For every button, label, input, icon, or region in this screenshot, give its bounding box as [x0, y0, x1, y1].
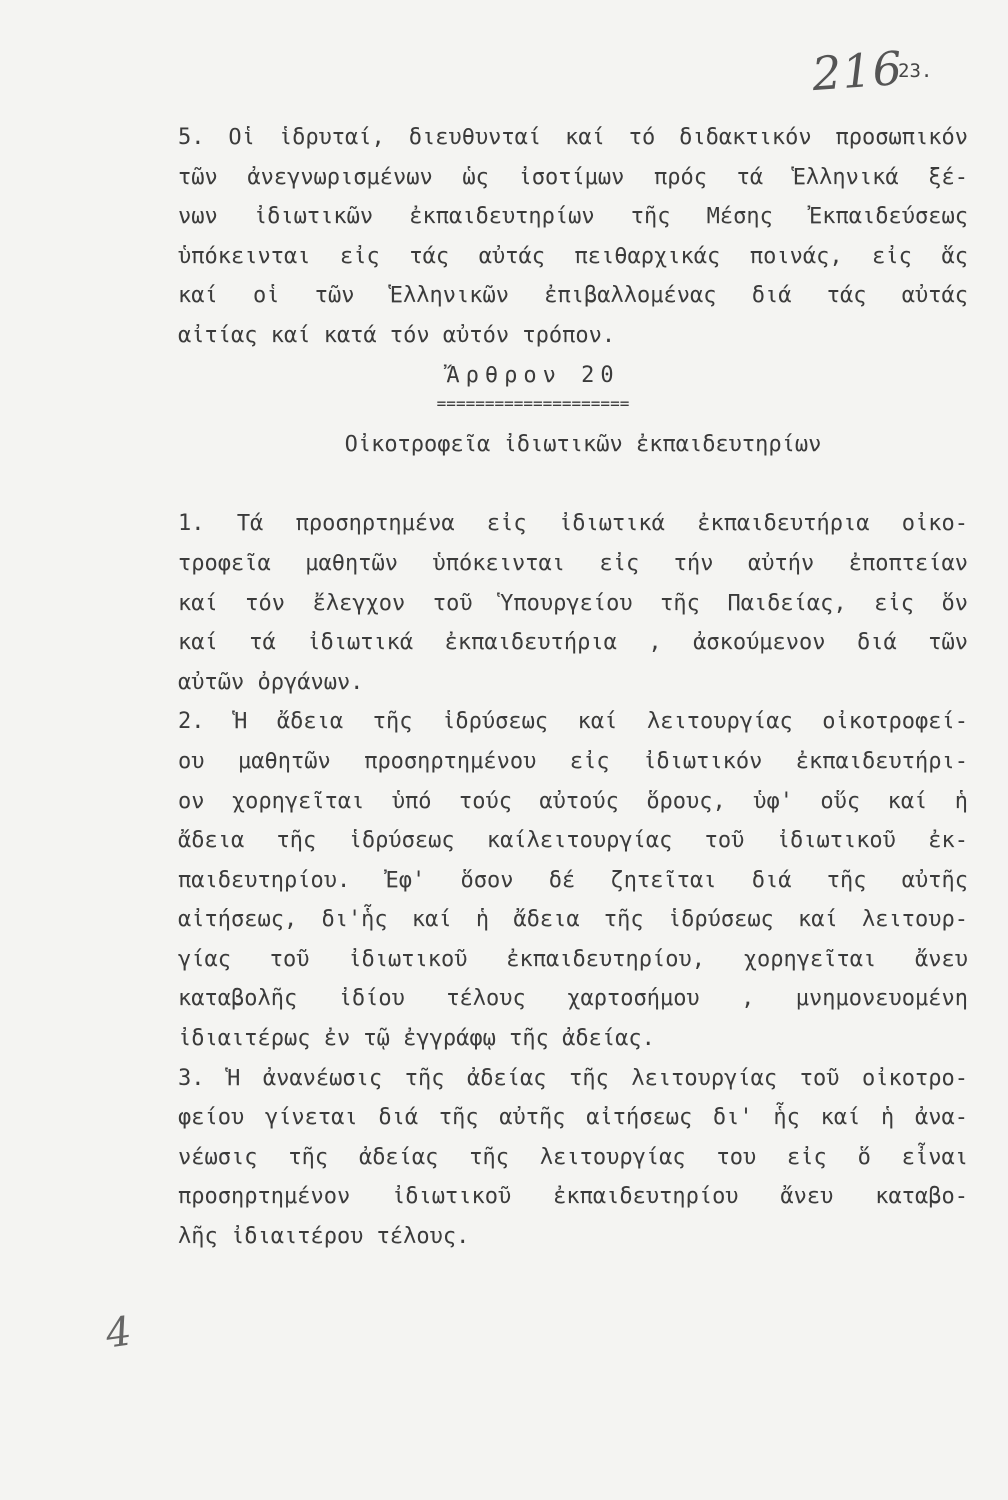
text-line: φείου γίνεται διά τῆς αὐτῆς αἰτήσεως δι' ἧς καί ἡ ἀνα-	[178, 1105, 968, 1131]
text-line: τροφεῖα μαθητῶν ὑπόκεινται εἰς τήν αὐτήν ἐποπτείαν	[178, 550, 968, 576]
text-line: 1. Τά προσηρτημένα εἰς ἰδιωτικά ἐκπαιδευτήρια οἰκο-	[178, 511, 968, 537]
article-header	[178, 356, 968, 465]
blank-space	[178, 465, 968, 505]
text-line: ον χορηγεῖται ὑπό τούς αὐτούς ὅρους, ὑφ' οὕς καί ἡ	[178, 788, 968, 814]
paragraph-1	[178, 504, 968, 702]
article-heading: Ἄρθρον 20	[446, 362, 620, 388]
handwritten-margin-mark: 4	[102, 1308, 135, 1358]
text-line: 2. Ἡ ἄδεια τῆς ἱδρύσεως καί λειτουργίας οἰκοτροφεί-	[178, 709, 968, 735]
text-line: προσηρτημένον ἰδιωτικοῦ ἐκπαιδευτηρίου ἄνευ καταβο-	[178, 1184, 968, 1210]
page-number: 23.	[898, 60, 933, 82]
heading-underline: ====================	[436, 394, 630, 414]
paragraph-2	[178, 702, 968, 1058]
text-line: καί τά ἰδιωτικά ἐκπαιδευτήρια , ἀσκούμενον διά τῶν	[178, 630, 968, 656]
text-line: αὐτῶν ὀργάνων.	[178, 669, 364, 695]
text-line: ἰδιαιτέρως ἐν τῷ ἐγγράφῳ τῆς ἀδείας.	[178, 1026, 655, 1052]
document-body	[178, 118, 968, 1257]
text-line: νέωσις τῆς ἀδείας τῆς λειτουργίας του εἰς ὅ εἶναι	[178, 1144, 968, 1170]
text-line: καί οἱ τῶν Ἑλληνικῶν ἐπιβαλλομένας διά τάς αὐτάς	[178, 283, 968, 309]
text-line: αἰτίας καί κατά τόν αὐτόν τρόπον.	[178, 322, 616, 348]
text-line: τῶν ἀνεγνωρισμένων ὡς ἰσοτίμων πρός τά Ἑλληνικά ξέ-	[178, 164, 968, 190]
paragraph-5	[178, 118, 968, 356]
text-line: αἰτήσεως, δι'ἧς καί ἡ ἄδεια τῆς ἱδρύσεως καί λειτουρ-	[178, 907, 968, 933]
text-line: καταβολῆς ἰδίου τέλους χαρτοσήμου , μνημονευομένη	[178, 986, 968, 1012]
text-line: παιδευτηρίου. Ἐφ' ὅσον δέ ζητεῖται διά τῆς αὐτῆς	[178, 867, 968, 893]
text-line: γίας τοῦ ἰδιωτικοῦ ἐκπαιδευτηρίου, χορηγεῖται ἄνευ	[178, 946, 968, 972]
handwritten-folio-number: 216	[810, 40, 905, 102]
text-line: ὑπόκεινται εἰς τάς αὐτάς πειθαρχικάς ποινάς, εἰς ἅς	[178, 243, 968, 269]
text-line: ἄδεια τῆς ἱδρύσεως καίλειτουργίας τοῦ ἰδιωτικοῦ ἐκ-	[178, 828, 968, 854]
text-line: λῆς ἰδιαιτέρου τέλους.	[178, 1224, 470, 1250]
article-title: Οἰκοτροφεῖα ἰδιωτικῶν ἐκπαιδευτηρίων	[344, 432, 822, 458]
text-line: 5. Οἱ ἱδρυταί, διευθυνταί καί τό διδακτικόν προσωπικόν	[178, 125, 968, 150]
text-line: 3. Ἡ ἀνανέωσις τῆς ἀδείας τῆς λειτουργίας τοῦ οἰκοτρο-	[178, 1065, 968, 1091]
text-line: ου μαθητῶν προσηρτημένου εἰς ἰδιωτικόν ἐκπαιδευτήρι-	[178, 748, 968, 774]
text-line: νων ἰδιωτικῶν ἐκπαιδευτηρίων τῆς Μέσης Ἐκπαιδεύσεως	[178, 204, 968, 230]
paragraph-3	[178, 1059, 968, 1257]
text-line: καί τόν ἔλεγχον τοῦ Ὑπουργείου τῆς Παιδείας, εἰς ὅν	[178, 590, 968, 616]
